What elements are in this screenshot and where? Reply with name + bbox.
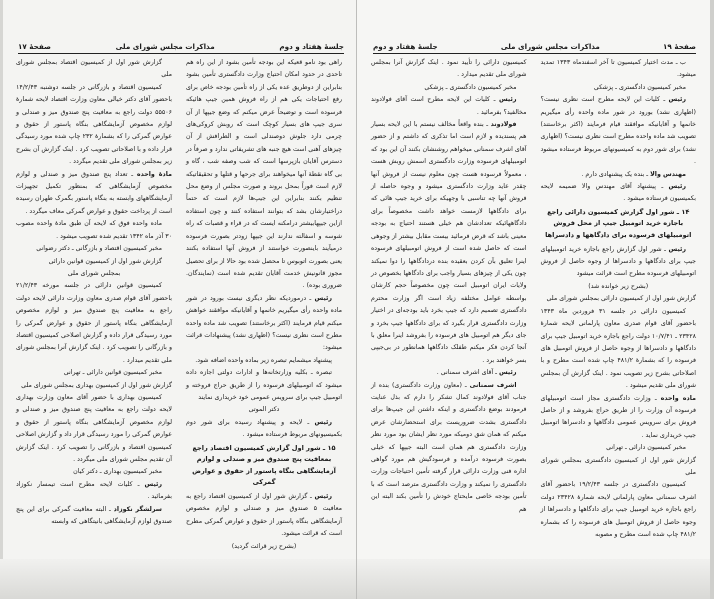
paragraph: اشرف سمنانی ـ (معاون وزارت دادگستری) بنده از جناب آقای فولادوند کمال تشکر را دارم که بذل عنایت فرمودند بوضع دادگستری و اینکه داشتن این جیپ‌ها برای دادگستری بشدت ضروریست برای استحضارشان عرض میکنم که همان شق دومیکه مورد نظر ایشان بود مورد نظر وزارت دادگستری هم همان است البته جیپها که خیلی بصورت فرسوده درآمده و فرسودگیش هم مورد گواهی اداره فنی وزارت دارائی قرار گرفته تأمین احتیاجات وزارت دادگستری را نمیکند و وزارت دادگستری مترصد است که با تأمین بودجه خاصی مایحتاج خودش را تأمین بکند البته این هم [371,381,527,513]
column-left [16,57,172,539]
paragraph: فولادوند ـ بنده واقعاً مخالف نیستم با این لایحه بسیار هم پسندیده و لازم است اما تذکری که داشتم و از حضور آقای اشرف سمنانی میخواهم روشنشان بکنند آن این بود که اتومبیلهای فرسوده وزارت دادگستری اسمش روبش هست ، معمولاً فرسوده هست چون معلوم نیست از فروش آنها چقدر عاید وزارت دادگستری میشود و وجوه حاصله از فروش آنها چه تناسبی با وجهیکه برای خرید جیپ هائی که برای دادگاهها لازمست خواهد داشت مخصوصاً برای دادگاههائیکه تعدادشان هم خیلی هستند احتیاج به بودجه معینی باشد که قرض فرمائید بیست مقابل بیشتر از وجوهی است که حاصل شده است از فروش اتومبیلهای فرسوده اینرا تعلیق بآن کردن بعقیده بنده دردادگاهها را دوا نمیکند چون یکی از چیزهای بسیار واجب برای دادگاهها بخصوص در ولایات ایران اتومبیل است چون مخصوصاً حجم کارشان بواسطه عوامل مختلفه زیاد است اگر وزارت محترم دادگستری تصمیم دارد که جیپ بخرد باید بودجه‌ای در اختیار وزارت دادگستری قرار بگیرد که برای دادگاهها جیپ بخرد و جای دیگر هم اتومبیل های فرسوده را بفروشد اینرا معلق با آنجا کردن فکر میکنم طفلک دادگاهها همانطور در بی‌جیپی بسر خواهند برد . [371,121,527,364]
section-heading: ۱۴ ـ شور اول گزارش کمیسیون دارائی راجع باجازه خرید اتومبیل جیپ از محل فروش اتومبیلهای فرسوده برای دادگاهها و دادسراها [545,207,692,240]
speaker-name: اشرف سمنانی [469,381,517,389]
paragraph: رئیس ـ لایحه و پیشنهاد رسیده برای شور دوم بکمیسیونهای مربوط فرستاده میشود . [186,418,342,439]
paragraph: مادهٔ واحده ـ تعداد پنج صندوق میز و صندلی و لوازم مخصوص آزمایشگاهی که بمنظور تکمیل تجهیزات آزمایشگاههای وابسته به بنگاه پاستور بگمرک طهران رسیده است از پرداخت حقوق و عوارض گمرکی معاف میگردد . [16,170,172,215]
paragraph: (بشرح زیر خوانده شد) [588,282,649,290]
paragraph: تبصره ـ بکلیه وزارتخانه‌ها و ادارات دولتی اجازه داده میشود که اتومبیلهای فرسوده را از طریق حراج فروخته و اتومبیل جیپ برای سرویس عمومی خود خریداری نمایند [186,369,342,401]
page-header [18,40,344,54]
paragraph: رئیس ـ گزارش شور اول از کمیسیون اقتصاد راجع به معافیت ۵ صندوق میز و صندلی و لوازم مخصوص آزمایشگاهی بنگاه پاستور از حقوق و عوارض گمرکی مطرح است که قرائت میشود. [186,492,342,538]
header-session: جلسهٔ هفتاد و دوم [373,42,438,51]
paragraph: رئیس ـ پیشنهاد آقای مهندس والا ضمیمه لایحه بکمیسیون فرستاده میشود . [540,183,696,203]
paragraph: رئیس ـ کلیات این لایحه مطرح است آقای فولادوند مخالفید؟ بفرمائید . [371,96,527,116]
speaker-name: رئیس [314,294,332,302]
paragraph: گزارش شور اول از کمیسیون دادگستری بمجلس شورای ملی [540,456,696,476]
signature: دکتر الموتی [248,406,280,414]
signature: مخبر کمیسیون قوانین دارائی ـ تهرانی [63,369,162,377]
speaker-name: رئیس [668,183,686,191]
paragraph: رئیس ـ آقای اشرف سمنانی . [436,369,517,377]
paragraph: مهندس والا ـ بنده یک پیشنهادی دارم . [581,170,686,178]
paragraph: رئیس ـ کلیات این لایحه مطرح است نظری نیست؟ (اظهاری نشد) بورود در شور ماده واحده رأی میگیریم خانمها و آقایانیکه موافقند قیام فرمایند (اکثر برخاستند) تصویب شد ماده واحده مطرح است نظری نیست؟ (اظهاری نشد) برای شور دوم به کمیسیونهای مربوط فرستاده میشود . [540,96,696,166]
paragraph: کمیسیون بهداری با حضور آقای معاون وزارت بهداری لایحه دولت راجع به معافیت پنج صندوق میز و صندلی و لوازم مخصوص آزمایشگاهی بنگاه پاستور از حقوق و عوارض گمرکی را مورد رسیدگی قرار داد و گزارش اصلاحی کمیسیون اقتصاد و بازرگانی را تصویب کرد . اینک گزارش آن تقدیم مجلس شورای ملی میگردد . [16,393,172,463]
paragraph: سرلشگر نکوزاد ـ البته معافیت گمرکی برای این پنج صندوق لوازم آزمایشگاهی بانیتگاهی که وابسته [16,505,172,526]
page-scan-margin [0,559,356,599]
section-heading: ۱۵ ـ شور اول گزارش کمیسیون اقتصاد راجع بمعافیت پنج صندوق میز و صندلی و لوازم آزمایشگاهی بنگاه پاستور از حقوق و عوارض گمرکی [192,443,336,487]
header-page-number: صفحهٔ ۱۷ [18,42,51,51]
speaker-name: رئیس [144,480,162,488]
header-title: مذاکرات مجلس شورای ملی [500,42,600,51]
paragraph: ب ـ مدت اختیار کمیسیون تا آخر اسفندماه ۱۳۴۳ تمدید میشود. [540,59,696,79]
column-right [186,57,342,550]
page-columns [371,57,696,539]
speaker-name: فولادوند [490,121,517,129]
page-header [373,40,696,54]
paragraph: رئیس ـ شور اول گزارش راجع باجازه خرید اتومبیلهای جیپ برای دادگاهها و دادسراها از وجوه حاصل از فروش اتومبیلهای فرسوده مطرح است قرائت میشود [540,245,696,278]
column-left [371,57,527,539]
header-session: جلسهٔ هفتاد و دوم [279,42,344,51]
signature: مخبر کمیسیون دارائی ـ تهرانی [606,444,686,452]
page-edge [710,0,714,599]
header-page-number: صفحهٔ ۱۹ [663,42,696,51]
paragraph: رئیس ـ درموردیکه نظر دیگری نیست بورود در شور ماده واحده رأی میگیریم خانمها و آقایانیکه موافقند خواهش میکنم قیام فرمایند (اکثر برخاستند) تصویب شد ماده واحده مطرح است نظری نیست؟ (اظهاری نشد) پیشنهادات قرائت میشود: [186,294,342,352]
paragraph: پیشنهاد میشمایم تبصره زیر بماده واحده اضافه شود. [195,356,332,364]
article-label: مادهٔ واحده [136,170,172,178]
paragraph: کمیسیون دارائی در جلسه ۳۱ فروردین ماه ۱۳۴۳ باحضور آقای قوام صدری معاون پارلمانی لایحه شمارهٔ ۲۳۴۲۸ ـ ۱۰/۷/۴۱ دولت راجع باجازه خرید اتومبیل جیپ برای دادگاهها و دادسراها از وجوه حاصل از فروش اتومبیل های فرسوده را که بشمارهٔ ۴۸۱/۲ چاپ شده است مطرح و با اصلاحاتی بشرح زیر تصویب نمود . اینک گزارش آن بمجلس شورای ملی تقدیم میشود . [540,307,696,390]
paragraph: گزارش شور اول از کمیسیون بهداری بمجلس شورای ملی [21,381,172,389]
speaker-name: رئیس [668,245,686,253]
speaker-name: رئیس [499,369,517,377]
paragraph: گزارش شور اول از کمیسیون قوانین دارائی [48,257,162,265]
speaker-name: مهندس والا [650,170,686,178]
speaker-name: سرلشگر نکوزاد [113,505,162,513]
speaker-name: رئیس [499,96,517,104]
header-title: مذاکرات مجلس شورای ملی [115,42,215,51]
paragraph: گزارش شور اول از کمیسیون اقتصاد بمجلس شورای ملی [16,59,172,79]
paragraph: کمیسیون اقتصاد و بازرگانی در جلسه دوشنبه ۱۴/۲/۴۳ باحضور آقای دکتر خیالی معاون وزارت اقتصاد لایحه شمارهٔ ۵۵۵۰۶ دولت راجع به معافیت پنج صندوق میز و صندلی و لوازم مخصوص آزمایشگاهی بنگاه پاستور از حقوق و عوارض گمرکی را که بشمارهٔ ۲۳۲ چاپ شده مورد رسیدگی قرار داده و با اصلاحاتی تصویب کرد . اینک گزارش آن بشرح زیر بمجلس شورای ملی تقدیم میگردد . [16,83,172,166]
paragraph: (بشرح زیر قرائت گردید) [231,542,297,550]
paragraph: راهی بود نامو قعیکه این بودجه تأمین بشود از این راه هم تاحدی در حدود امکان احتیاج وزارت دادگستری تأمین بشود بنابراین از دوطریق عده یکی از راه تأمین بودجه خاص برای رفع احتیاجات یکی هم از راه فروش همین جیپ هائیکه فرسوده است و توضیحاً عرض میکنم که وضع جیپها از آن سری جیپ های بسیار کوچک است که روبش کروکی‌های چرمی دارد جلوش دوصندلی است و الطرافش از آن چیزهای آهنی است هیچ جنبه های تشریفاتی ندارد و صرفاً در دسترس آقایان بازپرسها است که شب وصفه شب ، گاه و بی گاه نقطهٔ آنها میخواهند برای جرحها و قتلها و تحقیقاتیکه لازم است فوراً بمحل بروند و صورت مجلس از وضع محل تنظیم بکنند بنابراین این جیپ‌ها لازم است که حتماً دراختیارشان بشد که بتوانند استفاده کنند و چون استفاده ازاین جیپهابیشتر درامکنه ایست که در قراء و قصبات که راه شوسه و اسفالته ندارند این جیپها زودتر بصورت فرسوده درمیآیند باینصورت خواستند از فروش آنها استفاده بکنند یعنی بصورت اتوبوس تا محصل شده بود حالا از برای تحصیل مجوز قانونیش خدمت آقایان تقدیم شده است (نمایندگان. ضروری بوده) . [186,59,342,290]
page-edge [0,0,3,599]
signature: مخبر کمیسیون دادگستری ـ پزشکی [424,83,517,91]
signature: مخبر کمیسیون بهداری ـ دکتر کیان [73,468,162,476]
speaker-name: رئیس [668,96,686,104]
page-19 [357,0,714,599]
paragraph: گزارش شور اول از کمیسیون دارائی بمجلس شورای ملی [546,295,696,303]
article-label: ماده واحده [660,394,696,402]
speaker-name: رئیس [314,418,332,426]
paragraph: کمیسیون دارائی را تأیید نمود . اینک گزارش آنرا بمجلس شورای ملی تقدیم میدارد . [371,59,527,79]
paragraph: بمجلس شورای ملی [67,269,121,277]
paragraph: ماده واحده فوق که لایحه آن طبق مادهٔ واحده مصوب ۳۰ آذر ماه ۱۳۴۲ تقدیم شده تصویب میشود . [16,220,172,240]
page-columns [16,57,342,550]
paragraph: کمیسیون قوانین دارائی در جلسه مورخه ۲۱/۲/۴۳ باحضور آقای قوام صدری معاون وزارت دارائی لایحه دولت راجع به معافیت پنج صندوق میز و لوازم مخصوص آزمایشگاهی بنگاه پاستور از حقوق و عوارض گمرکی را مورد رسیدگی قرار داده و گزارش اصلاحی کمیسیون اقتصاد و بازرگانی را تصویب کرد . اینک گزارش آنرا بمجلس شورای ملی تقدیم میدارد . [16,282,172,364]
paragraph: ماده واحده ـ وزارت دادگستری مجاز است اتومبیلهای فرسوده آن وزارت را از طریق حراج بفروشد و از حاصل فروش برای سرویس عمومی دادگاهها و دادسراها اتومبیل جیپ خریداری نماید . [540,394,696,439]
page-scan-margin [357,559,714,599]
speaker-name: رئیس [314,492,332,500]
signature: مخبر کمیسیون دادگستری ـ پزشکی [593,83,686,91]
paragraph: رئیس ـ کلیات لایحه مطرح است تیمسار نکوزاد بفرمائید . [16,480,172,501]
signature: مخبر کمیسیون اقتصاد و بازرگانی ـ دکتر رضوانی [36,245,162,253]
column-right [541,57,697,539]
paragraph: کمیسیون دادگستری در جلسه ۱۹/۲/۴۳ باحضور آقای اشرف سمنانی معاون پارلمانی لایحه شمارهٔ ۲۳۴۲۸ دولت راجع باجازه خرید اتومبیل جیپ برای دادگاهها و دادسراها از وجوه حاصل از فروش اتومبیل های فرسوده را که بشماره ۴۸۱/۲ چاپ شده است مطرح و مصوبه [540,481,696,538]
